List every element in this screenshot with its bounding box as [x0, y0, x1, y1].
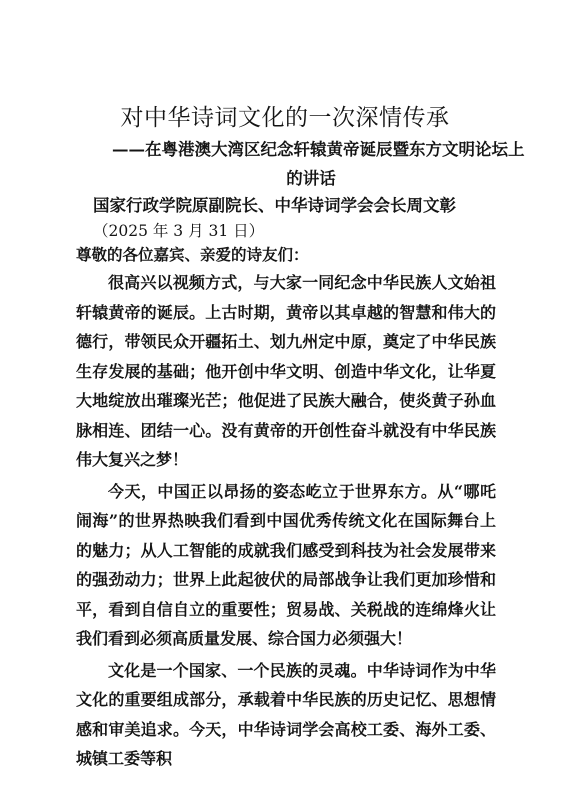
document-subtitle: ——在粤港澳大湾区纪念轩辕黄帝诞辰暨东方文明论坛上 [112, 140, 525, 159]
document-date: （2025 年 3 月 31 日） [93, 222, 265, 240]
paragraph-3: 文化是一个国家、一个民族的灵魂。中华诗词作为中华文化的重要组成部分，承载着中华民族的历史记忆、思想情感和审美追求。今天，中华诗词学会高校工委、海外工委、城镇工委等积 [76, 660, 496, 768]
document-subtitle-continued: 的讲话 [286, 169, 336, 188]
body-text [76, 268, 496, 776]
salutation: 尊敬的各位嘉宾、亲爱的诗友们： [76, 245, 309, 264]
paragraph-2: 今天，中国正以昂扬的姿态屹立于世界东方。从“哪吒闹海”的世界热映我们看到中国优秀传统文化在国际舞台上的魅力；从人工智能的成就我们感受到科技为社会发展带来的强劲动力；世界上此起彼伏的局部战争让我们更加珍惜和平，看到自信自立的重要性；贸易战、关税战的连绵烽火让我们看到必须高质量发展、综合国力必须强大！ [76, 481, 496, 648]
document-title: 对中华诗词文化的一次深情传承 [120, 105, 450, 131]
paragraph-1: 很高兴以视频方式，与大家一同纪念中华民族人文始祖轩辕黄帝的诞辰。上古时期，黄帝以其卓越的智慧和伟大的德行，带领民众开疆拓土、划九州定中原，奠定了中华民族生存发展的基础；他开创中华文明、创造中华文化，让华夏大地绽放出璀璨光芒；他促进了民族大融合，使炎黄子孙血脉相连、团结一心。没有黄帝的开创性奋斗就没有中华民族伟大复兴之梦！ [76, 273, 496, 469]
document-author: 国家行政学院原副院长、中华诗词学会会长周文彰 [93, 196, 456, 215]
